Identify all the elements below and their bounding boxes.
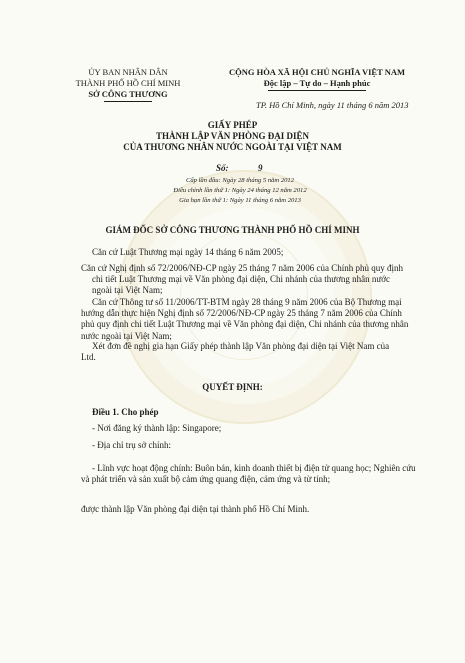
legal-basis-3: Căn cứ Thông tư số 11/2006/TT-BTM ngày 28 tháng 9 năm 2006 của Bộ Thương mại hướng dẫn thực hiện Nghị định số 72/2006/NĐ-CP ngày 25 tháng 7 năm 2006 của Chính phủ quy định chi tiết Luật Thương mại về Văn phòng đại diện, Chi nhánh của thương nhân nước ngoài tại Việt Nam; [81,297,409,341]
agency-name-line2: THÀNH PHỐ HỒ CHÍ MINH [75,78,181,88]
agency-underline [104,101,152,102]
issue-date: TP. Hồ Chí Minh, ngày 11 tháng 6 năm 2013 [256,100,409,110]
decision-heading: QUYẾT ĐỊNH: [202,382,263,392]
legal-basis-1: Căn cứ Luật Thương mại ngày 14 tháng 6 năm 2005; [92,247,284,257]
national-motto: Độc lập – Tự do – Hạnh phúc [263,78,371,88]
closing-statement: được thành lập Văn phòng đại diện tại thành phố Hồ Chí Minh. [81,504,310,514]
issuing-authority: GIÁM ĐỐC SỞ CÔNG THƯƠNG THÀNH PHỐ HỒ CHÍ MINH [105,225,360,235]
issue-info-adjustment: Điều chỉnh lần thứ 1: Ngày 24 tháng 12 năm 2012 [173,187,307,194]
document-title-line3: CỦA THƯƠNG NHÂN NƯỚC NGOÀI TẠI VIỆT NAM [123,142,342,152]
issue-info-extension: Gia hạn lần thứ 1: Ngày 11 tháng 6 năm 2013 [179,197,301,204]
head-office-address: - Địa chỉ trụ sở chính: [92,440,171,450]
agency-name-line3: SỞ CÔNG THƯƠNG [88,89,168,99]
document-title-line1: GIẤY PHÉP [207,120,258,130]
legal-basis-4: Xét đơn đề nghị gia hạn Giấy phép thành lập Văn phòng đại diện tại Việt Nam của [92,341,390,351]
main-business-field: - Lĩnh vực hoạt động chính: Buôn bán, kinh doanh thiết bị điện tử quang học; Nghiên cứu và phát triển và sản xuất bộ cảm ứng quang điện, cảm ứng và từ tính; [81,463,416,485]
document-number-value: 9 [258,163,263,173]
issue-info-first: Cấp lần đầu: Ngày 28 tháng 5 năm 2012 [185,177,295,184]
company-suffix: Ltd. [81,352,96,362]
article-1-title: Điều 1. Cho phép [92,407,159,417]
legal-basis-2: Căn cứ Nghị định số 72/2006/NĐ-CP ngày 25 tháng 7 năm 2006 của Chính phủ quy định chi tiết Luật Thương mại về Văn phòng đại diện, Chi nhánh của thương nhân nước ngoài tại Việt Nam; [81,263,404,296]
national-title: CỘNG HÒA XÃ HỘI CHỦ NGHĨA VIỆT NAM [228,67,406,77]
document-title-line2: THÀNH LẬP VĂN PHÒNG ĐẠI DIỆN [155,131,310,141]
document-number-label: Số: [216,163,229,173]
motto-underline [268,90,366,91]
agency-name-line1: ỦY BAN NHÂN DÂN [88,67,168,77]
registration-place: - Nơi đăng ký thành lập: Singapore; [92,423,222,433]
